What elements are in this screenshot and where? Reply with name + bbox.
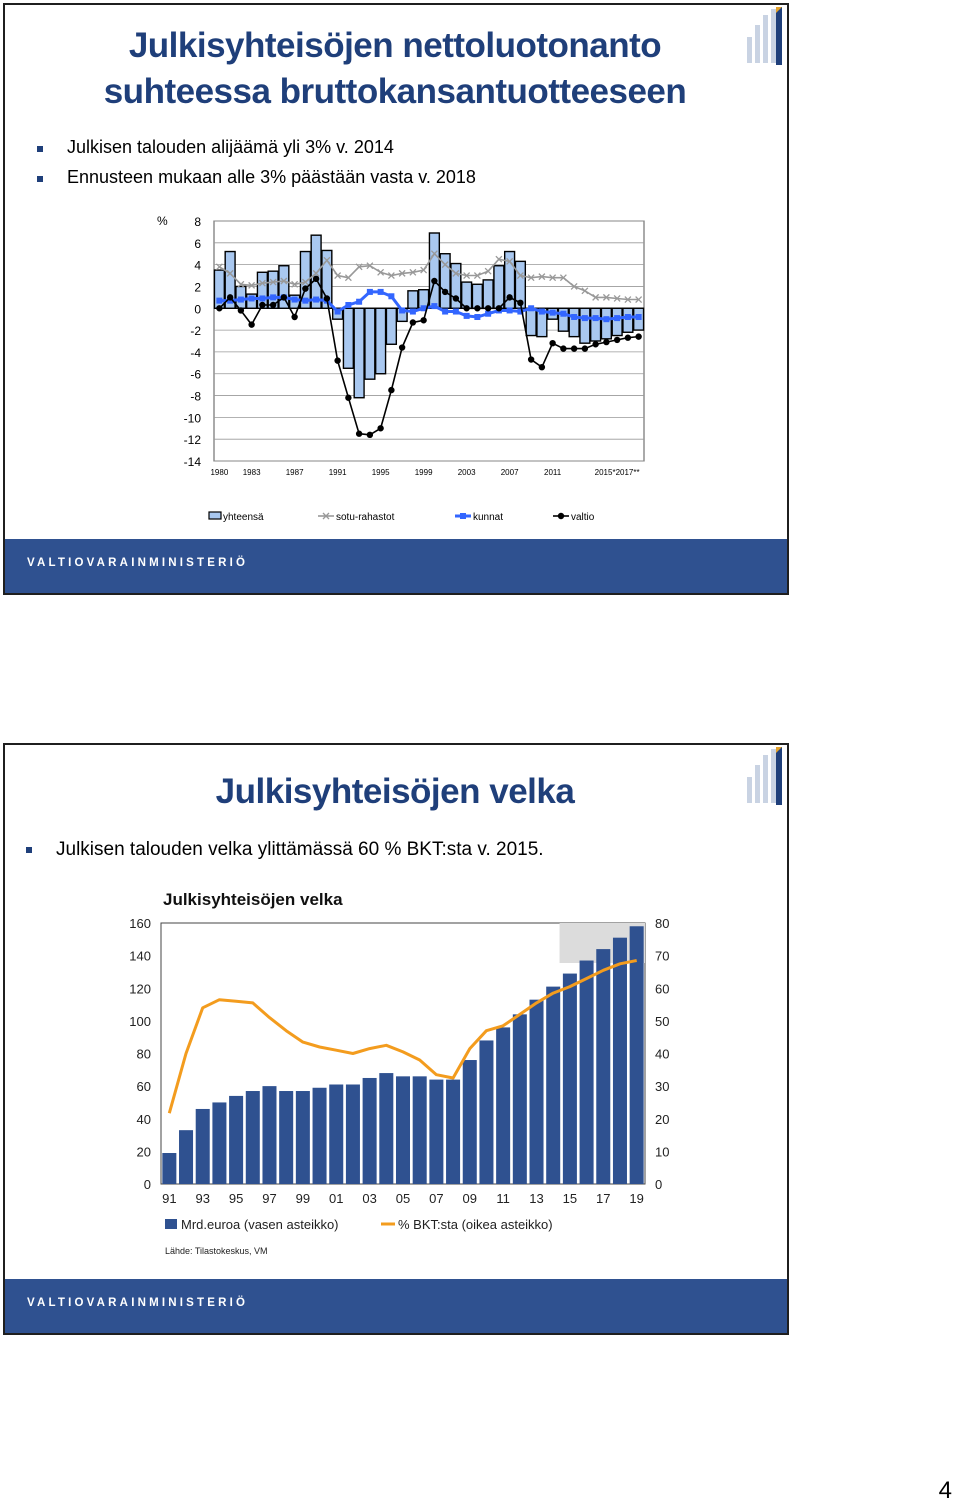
point-valtio <box>614 337 620 343</box>
bar-debt <box>496 1027 510 1184</box>
x-tick-label: 13 <box>529 1191 544 1206</box>
point-kunnat <box>571 314 577 320</box>
x-tick-label: 05 <box>395 1191 411 1206</box>
bar-yhteensa <box>483 280 493 308</box>
point-valtio <box>560 345 566 351</box>
legend-swatch <box>165 1219 177 1229</box>
point-valtio <box>356 431 362 437</box>
bar-debt <box>179 1130 193 1184</box>
bar-yhteensa <box>354 308 364 397</box>
point-kunnat <box>539 309 545 315</box>
bar-debt <box>413 1076 427 1184</box>
bullet-text: Julkisen talouden alijäämä yli 3% v. 2014 <box>67 137 394 157</box>
point-valtio <box>463 305 469 311</box>
y-tick-label: 8 <box>194 215 201 229</box>
x-tick-label: 1995 <box>371 468 390 477</box>
x-tick-label: 11 <box>496 1191 510 1206</box>
bar-debt <box>613 938 627 1184</box>
x-tick-label: 1999 <box>414 468 433 477</box>
bar-yhteensa <box>612 308 622 335</box>
footer-brand: VALTIOVARAINMINISTERIÖ <box>27 1297 249 1309</box>
point-valtio <box>388 387 394 393</box>
x-tick-label: 1983 <box>242 468 261 477</box>
y-left-tick-label: 60 <box>136 1079 151 1095</box>
legend-label: Mrd.euroa (vasen asteikko) <box>181 1217 339 1232</box>
net-lending-chart <box>5 5 787 540</box>
bar-yhteensa <box>623 308 633 332</box>
bar-yhteensa <box>376 308 386 373</box>
point-valtio <box>453 295 459 301</box>
bar-yhteensa <box>601 308 611 339</box>
legend-label: valtio <box>571 512 595 523</box>
x-tick-label: 91 <box>162 1191 177 1206</box>
point-kunnat <box>474 314 480 320</box>
point-valtio <box>496 305 502 311</box>
bar-debt <box>396 1076 410 1184</box>
point-kunnat <box>550 310 556 316</box>
point-valtio <box>506 294 512 300</box>
point-kunnat <box>431 303 437 309</box>
y-left-tick-label: 20 <box>136 1144 151 1160</box>
point-valtio <box>345 395 351 401</box>
bar-yhteensa <box>569 308 579 336</box>
point-kunnat <box>302 298 308 304</box>
y-left-tick-label: 100 <box>129 1013 151 1029</box>
bar-debt <box>363 1078 377 1184</box>
point-kunnat <box>367 289 373 295</box>
point-valtio <box>399 344 405 350</box>
point-valtio <box>281 294 287 300</box>
y-right-tick-label: 70 <box>655 948 670 964</box>
bar-debt <box>513 1014 527 1184</box>
bar-yhteensa <box>365 308 375 379</box>
point-kunnat <box>388 293 394 299</box>
bar-debt <box>262 1086 276 1184</box>
legend-marker <box>558 513 564 519</box>
y-left-tick-label: 160 <box>129 916 151 931</box>
bar-debt <box>530 1000 544 1184</box>
bar-yhteensa <box>343 308 353 368</box>
bar-yhteensa <box>526 308 536 335</box>
bar-debt <box>346 1084 360 1184</box>
point-valtio <box>302 285 308 291</box>
bar-debt <box>196 1109 210 1184</box>
y-tick-label: -2 <box>190 324 201 339</box>
point-kunnat <box>216 298 222 304</box>
y-right-tick-label: 40 <box>655 1046 670 1062</box>
x-tick-label: 1991 <box>328 468 347 477</box>
footer-bar <box>5 1279 787 1333</box>
bar-debt <box>379 1073 393 1184</box>
point-valtio <box>420 317 426 323</box>
point-kunnat <box>259 295 265 301</box>
bar-debt <box>563 974 577 1184</box>
point-kunnat <box>593 315 599 321</box>
point-valtio <box>431 278 437 284</box>
x-tick-label: 09 <box>462 1191 477 1206</box>
point-kunnat <box>410 309 416 315</box>
point-kunnat <box>378 289 384 295</box>
point-valtio <box>216 305 222 311</box>
point-kunnat <box>507 307 513 313</box>
y-tick-label: 0 <box>194 302 201 317</box>
bar-debt <box>596 949 610 1184</box>
chart-source: Lähde: Tilastokeskus, VM <box>165 1246 268 1256</box>
x-tick-label: 01 <box>329 1191 344 1206</box>
point-kunnat <box>399 307 405 313</box>
x-tick-label: 1987 <box>285 468 304 477</box>
bar-debt <box>329 1084 343 1184</box>
point-valtio <box>528 356 534 362</box>
legend-label: yhteensä <box>223 512 264 523</box>
point-kunnat <box>603 316 609 322</box>
legend-label: % BKT:sta (oikea asteikko) <box>398 1217 553 1232</box>
bar-yhteensa <box>472 284 482 308</box>
bar-debt <box>463 1060 477 1184</box>
footer-brand: VALTIOVARAINMINISTERIÖ <box>27 557 249 569</box>
point-valtio <box>635 333 641 339</box>
y-tick-label: 6 <box>194 236 201 251</box>
point-valtio <box>582 345 588 351</box>
point-valtio <box>539 364 545 370</box>
bar-yhteensa <box>494 266 504 309</box>
y-tick-label: -4 <box>190 345 201 360</box>
bar-debt <box>580 961 594 1184</box>
bar-debt <box>229 1096 243 1184</box>
x-tick-label: 1980 <box>210 468 229 477</box>
bar-debt <box>429 1080 443 1184</box>
public-debt-chart <box>5 745 787 1280</box>
point-valtio <box>410 319 416 325</box>
y-tick-label: -12 <box>183 433 201 448</box>
point-valtio <box>592 341 598 347</box>
point-kunnat <box>636 314 642 320</box>
y-left-tick-label: 120 <box>129 981 151 997</box>
y-tick-label: -10 <box>183 411 201 426</box>
point-valtio <box>334 357 340 363</box>
bullet-text: Ennusteen mukaan alle 3% päästään vasta v. 2018 <box>67 167 476 187</box>
x-tick-label: 2007 <box>500 468 519 477</box>
x-tick-label: 93 <box>195 1191 210 1206</box>
bar-yhteensa <box>408 291 418 308</box>
point-valtio <box>238 307 244 313</box>
bullet-text: Julkisen talouden velka ylittämässä 60 % BKT:sta v. 2015. <box>56 839 544 860</box>
y-right-tick-label: 0 <box>655 1177 663 1192</box>
x-tick-label: 99 <box>295 1191 311 1206</box>
x-tick-label: 19 <box>629 1191 644 1206</box>
bar-yhteensa <box>279 266 289 309</box>
bar-yhteensa <box>386 308 396 344</box>
bar-debt <box>446 1080 460 1184</box>
bar-debt <box>479 1040 493 1184</box>
point-valtio <box>571 345 577 351</box>
y-tick-label: -6 <box>190 367 201 382</box>
point-kunnat <box>345 302 351 308</box>
y-right-tick-label: 30 <box>655 1079 670 1095</box>
point-kunnat <box>270 294 276 300</box>
y-left-tick-label: 80 <box>136 1046 151 1062</box>
point-valtio <box>442 289 448 295</box>
point-valtio <box>248 321 254 327</box>
point-valtio <box>324 295 330 301</box>
footer-bar <box>5 539 787 593</box>
x-tick-label: 95 <box>228 1191 244 1206</box>
legend-label: kunnat <box>473 512 504 523</box>
point-valtio <box>485 305 491 311</box>
bar-debt <box>546 987 560 1184</box>
x-tick-label: 17 <box>596 1191 611 1206</box>
point-kunnat <box>292 297 298 303</box>
legend-swatch <box>209 512 221 519</box>
bar-yhteensa <box>429 233 439 308</box>
legend-marker <box>460 513 466 519</box>
y-tick-label: 4 <box>194 258 201 273</box>
x-tick-label: 2015*2017** <box>594 468 640 477</box>
y-right-tick-label: 20 <box>655 1111 670 1127</box>
y-right-tick-label: 50 <box>655 1013 670 1029</box>
bar-debt <box>212 1102 226 1184</box>
bar-yhteensa <box>580 308 590 343</box>
y-right-tick-label: 10 <box>655 1144 670 1160</box>
point-kunnat <box>442 309 448 315</box>
x-tick-label: 15 <box>562 1191 578 1206</box>
x-tick-label: 03 <box>362 1191 377 1206</box>
bar-debt <box>630 926 644 1184</box>
y-unit-label: % <box>157 214 168 228</box>
point-kunnat <box>485 311 491 317</box>
bar-debt <box>279 1091 293 1184</box>
chart-title: Julkisyhteisöjen velka <box>163 890 343 909</box>
point-valtio <box>377 425 383 431</box>
point-kunnat <box>464 313 470 319</box>
point-kunnat <box>453 309 459 315</box>
x-tick-label: 07 <box>429 1191 444 1206</box>
title-line-2: suhteessa bruttokansantuotteeseen <box>103 72 687 111</box>
y-tick-label: 2 <box>194 280 201 295</box>
legend-label: sotu-rahastot <box>336 512 395 523</box>
point-kunnat <box>582 315 588 321</box>
point-kunnat <box>249 295 255 301</box>
point-kunnat <box>614 315 620 321</box>
point-valtio <box>474 305 480 311</box>
point-kunnat <box>356 299 362 305</box>
point-valtio <box>625 335 631 341</box>
point-valtio <box>259 302 265 308</box>
y-tick-label: -8 <box>190 389 201 404</box>
point-valtio <box>603 339 609 345</box>
point-kunnat <box>335 309 341 315</box>
point-kunnat <box>528 305 534 311</box>
y-left-tick-label: 0 <box>143 1177 151 1192</box>
x-tick-label: 97 <box>262 1191 277 1206</box>
point-valtio <box>270 302 276 308</box>
x-tick-label: 2011 <box>544 468 562 477</box>
y-left-tick-label: 40 <box>136 1111 151 1127</box>
point-valtio <box>517 300 523 306</box>
y-tick-label: -14 <box>183 455 201 469</box>
slide-title: Julkisyhteisöjen velka <box>215 772 575 811</box>
page-number: 4 <box>938 1477 952 1504</box>
point-kunnat <box>625 314 631 320</box>
point-valtio <box>549 340 555 346</box>
x-tick-label: 2003 <box>457 468 476 477</box>
point-valtio <box>367 432 373 438</box>
title-line-1: Julkisyhteisöjen nettoluotonanto <box>128 26 662 65</box>
point-kunnat <box>238 297 244 303</box>
point-kunnat <box>313 297 319 303</box>
point-valtio <box>313 276 319 282</box>
slide-net-lending <box>3 3 789 595</box>
y-right-tick-label: 80 <box>655 916 670 931</box>
bar-debt <box>162 1153 176 1184</box>
point-kunnat <box>560 311 566 317</box>
bar-yhteensa <box>591 308 601 341</box>
point-valtio <box>227 294 233 300</box>
bar-debt <box>296 1091 310 1184</box>
bar-debt <box>246 1091 260 1184</box>
point-valtio <box>291 314 297 320</box>
y-right-tick-label: 60 <box>655 981 670 997</box>
slide-public-debt <box>3 743 789 1335</box>
y-left-tick-label: 140 <box>129 948 151 964</box>
bar-debt <box>313 1088 327 1184</box>
